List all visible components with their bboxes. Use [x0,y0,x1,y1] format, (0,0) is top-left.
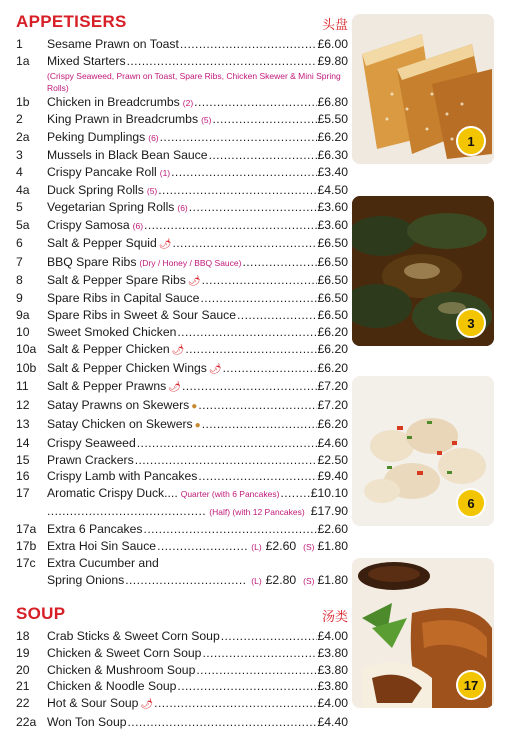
item-number: 17 [16,486,30,501]
item-price: £3.80 [317,645,348,660]
item-price: £3.80 [317,662,348,677]
item-name: Salt & Pepper Chicken Wings [47,360,207,375]
menu-item [16,341,348,360]
item-name: Duck Spring Rolls [47,182,144,197]
item-number: 17b [16,538,37,553]
item-number: 2 [16,112,23,127]
item-name: Sesame Prawn on Toast [47,37,179,51]
item-name: Salt & Pepper Chicken [47,341,170,356]
chili-icon: 🌶 [187,275,201,287]
menu-item [16,36,348,53]
soup-header [16,602,348,628]
chili-icon: 🌶 [208,363,222,375]
item-number: 10b [16,360,37,375]
item-price: £10.10 [310,486,348,501]
photo-badge: 3 [456,308,486,338]
item-price: £2.80 [265,573,297,588]
item-price: £6.50 [317,254,348,269]
item-price: £2.50 [317,452,348,467]
item-price: £6.80 [317,94,348,109]
item-number: 15 [16,452,30,467]
item-number: 1b [16,94,30,109]
item-number: 13 [16,416,30,431]
item-price: £3.60 [317,218,348,233]
item-price: £6.50 [317,272,348,287]
item-number: 6 [16,235,23,250]
item-size-label: (S) [303,541,315,552]
menu-item [16,164,348,182]
item-number: 9a [16,308,30,323]
item-price: £1.80 [317,538,348,553]
section-title-chinese: 汤类 [321,609,348,625]
menu-item [16,53,348,94]
item-number: 8 [16,272,23,287]
extras-list [16,521,348,556]
section-title: SOUP [16,603,66,623]
item-note: Quarter (with 6 Pancakes) [180,489,280,500]
item-price: £6.20 [317,416,348,431]
item-name: Mixed Starters [47,53,126,68]
item-note: (1) [159,167,171,178]
soup-list [16,628,348,731]
item-price: £3.80 [317,679,348,694]
item-name: Peking Dumplings [47,130,146,145]
menu-item [16,290,348,307]
item-price: £7.20 [317,379,348,394]
item-name: Extra 6 Pancakes [47,521,143,536]
item-price: £6.50 [317,308,348,323]
menu-item [16,662,348,679]
item-name: Aromatic Crispy Duck.... [47,486,178,501]
menu-item [16,538,348,556]
menu-item [16,628,348,645]
item-number: 17a [16,521,37,536]
item-name: Spare Ribs in Capital Sauce [47,291,200,306]
item-price: £9.40 [317,469,348,484]
item-number: 12 [16,398,30,413]
item-number: 5a [16,218,30,233]
item-name: Spare Ribs in Sweet & Sour Sauce [47,308,237,323]
section-title: APPETISERS [16,12,127,31]
item-number: 22 [16,696,30,711]
menu-item [16,147,348,164]
item-name: Mussels in Black Bean Sauce [47,147,208,162]
menu-item [16,111,348,129]
menu-item [16,94,348,112]
menu-item [16,678,348,695]
item-number: 10 [16,324,30,339]
item-number: 22a [16,714,37,729]
item-number: 17c [16,556,36,571]
chili-icon: 🌶 [158,238,172,250]
item-number: 2a [16,130,30,145]
photo-badge: 1 [456,126,486,156]
item-note: (5) [201,115,212,126]
item-name: Hot & Sour Soup [47,696,139,711]
item-price: £4.50 [317,182,348,197]
photo-badge: 6 [456,488,486,518]
item-name: Sweet Smoked Chicken [47,324,177,339]
menu-item [16,468,348,485]
menu-item [16,521,348,538]
photo-badge: 17 [456,670,486,700]
item-name: Won Ton Soup [47,714,127,729]
item-price: £4.60 [317,435,348,450]
item-number: 10a [16,341,37,356]
item-note: (2) [182,97,194,108]
item-size-label: (L) [251,541,262,552]
item-price: £17.90 [310,503,348,518]
item-price: £6.20 [317,341,348,356]
menu-item [16,555,348,590]
item-number: 3 [16,147,23,162]
item-number: 4a [16,182,30,197]
item-name: Salt & Pepper Squid [47,235,157,250]
item-price: £9.80 [317,53,348,68]
item-name: Crispy Lamb with Pancakes [47,469,198,484]
item-number: 20 [16,662,30,677]
menu-item [16,182,348,200]
menu-column [16,10,348,731]
item-name: Crispy Samosa [47,218,130,233]
item-number: 19 [16,645,30,660]
peanut-icon: ● [194,419,201,431]
item-note: (6) [177,203,188,214]
item-name: Vegetarian Spring Rolls [47,200,175,215]
item-note: (Half) (with 12 Pancakes) [209,506,305,517]
item-name: Extra Cucumber and [47,556,159,571]
item-size-label: (L) [251,576,262,587]
photo-salt-pepper-squid [352,376,494,526]
item-number: 1 [16,37,23,51]
item-price: £6.00 [317,37,348,51]
item-price: £4.00 [317,696,348,711]
item-number: 11 [16,379,29,394]
menu-item [16,272,348,291]
item-price: £3.60 [317,200,348,215]
item-price: £6.20 [317,130,348,145]
item-price: £2.60 [317,521,348,536]
menu-item [16,695,348,714]
menu-item [16,485,348,521]
item-name: Extra Hoi Sin Sauce [47,538,157,553]
item-number: 4 [16,164,23,179]
item-name: Salt & Pepper Prawns [47,379,167,394]
item-name: King Prawn in Breadcrumbs [47,112,199,127]
item-number: 14 [16,435,30,450]
menu-item [16,307,348,324]
item-size-label: (S) [303,576,315,587]
menu-item [16,129,348,147]
menu-item [16,199,348,217]
photo-mussels [352,196,494,346]
item-name: Crispy Pancake Roll [47,164,157,179]
menu-item [16,397,348,416]
item-name: BBQ Spare Ribs [47,254,137,269]
item-name: Spring Onions [47,573,125,588]
menu-item [16,435,348,452]
item-name: Chicken & Sweet Corn Soup [47,645,202,660]
item-price: £6.20 [317,324,348,339]
item-name: Satay Chicken on Skewers [47,416,193,431]
item-price: £2.60 [265,538,297,553]
menu-item [16,235,348,254]
item-note: (6) [132,221,144,232]
chili-icon: 🌶 [171,344,185,356]
menu-item [16,416,348,435]
section-title-chinese: 头盘 [321,18,348,33]
item-number: 18 [16,628,30,643]
menu-item [16,324,348,341]
item-number: 5 [16,200,23,215]
item-name: Chicken in Breadcrumbs [47,94,180,109]
item-description: (Crispy Seaweed, Prawn on Toast, Spare Ribs, Chicken Skewer & Mini Spring Rolls) [47,70,341,93]
photo-sesame-prawn-toast [352,14,494,164]
item-number: 16 [16,469,30,484]
item-price: £6.50 [317,291,348,306]
item-price: £6.30 [317,147,348,162]
appetisers-header [16,10,348,36]
item-number: 7 [16,254,23,269]
item-price: £5.50 [317,112,348,127]
item-number: 9 [16,291,23,306]
menu-item [16,378,348,397]
item-note: (5) [146,185,158,196]
item-price: £3.40 [317,164,348,179]
item-number: 21 [16,679,30,694]
item-name: Crab Sticks & Sweet Corn Soup [47,628,220,643]
menu-item [16,645,348,662]
item-price: £4.40 [317,714,348,729]
item-name: Crispy Seaweed [47,435,136,450]
item-price: £1.80 [317,573,348,588]
photo-crispy-duck [352,558,494,708]
item-note: (6) [148,133,159,144]
menu-item [16,714,348,731]
item-number: 1a [16,53,30,68]
item-price: £4.00 [317,628,348,643]
item-note: (Dry / Honey / BBQ Sauce) [139,257,242,268]
item-name: Prawn Crackers [47,452,134,467]
item-name: Salt & Pepper Spare Ribs [47,272,186,287]
item-name: Chicken & Mushroom Soup [47,662,196,677]
menu-item [16,254,348,272]
appetisers-list [16,36,348,485]
peanut-icon: ● [191,401,198,413]
menu-item [16,360,348,379]
chili-icon: 🌶 [140,699,154,711]
item-name: Chicken & Noodle Soup [47,679,177,694]
menu-item [16,452,348,469]
item-name: Satay Prawns on Skewers [47,398,190,413]
item-price: £7.20 [317,398,348,413]
item-price: £6.50 [317,235,348,250]
menu-item [16,217,348,235]
chili-icon: 🌶 [168,382,181,394]
item-price: £6.20 [317,360,348,375]
